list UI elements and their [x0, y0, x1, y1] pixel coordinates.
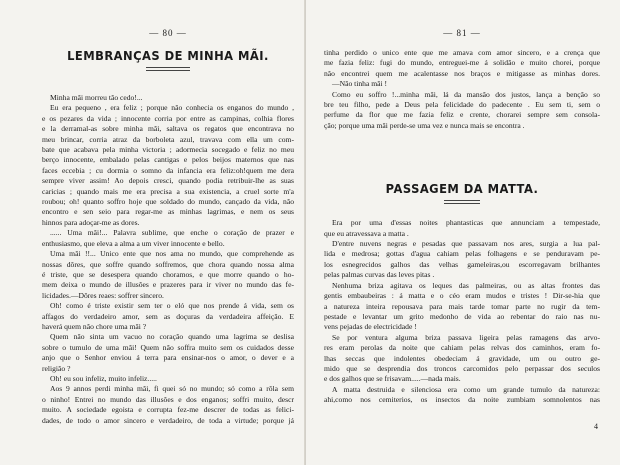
text-line: Era por uma d'essas noites phantasticas que annunciam a tempestade, — [332, 218, 600, 228]
text-line: mido que se desprendia dos troncos carcomidos pelo perpassar dos seculos — [324, 363, 600, 373]
text-line: Eu era pequeno , era feliz ; porque não conhecia os enganos do mundo , — [50, 103, 294, 113]
text-line: gentis embaubeiras : á matta e o céo eram mudos e tristes ! Dir-se-hia que — [324, 291, 600, 301]
text-line: licidades.—Dôres reaes: soffrer sincero. — [42, 290, 164, 300]
text-line: Uma mãi !!... Unico ente que nos ama no mundo, que comprehende as — [50, 249, 294, 259]
right-page-bottom-body — [324, 218, 600, 405]
text-line: sempre viver assim! Ao depois cresci, quando podia retribuir-lhe as suas — [42, 176, 294, 186]
text-line: roubou; oh! quanto soffro hoje que soldado do mundo, cançado da vida, não — [42, 197, 294, 207]
text-line: lhas seccas que indolentes obedeciam á gravidade, um ou outro ge- — [324, 353, 600, 363]
text-line: religião ? — [42, 363, 71, 373]
page-number-right: — 81 — — [443, 28, 481, 38]
title-divider — [444, 200, 480, 204]
chapter-title-left: LEMBRANÇAS DE MINHA MÃI. — [67, 48, 269, 63]
text-line: me fazia feliz: fugi do mundo, entreguei-me á solidão e muito chorei, porque — [324, 58, 600, 68]
title-divider — [146, 67, 190, 71]
text-line: dades, de todo o amor sincero e verdadeiro, de toda a virtude; porque já — [42, 415, 294, 425]
text-line: Aos 9 annos perdi minha mãi, fi quei só no mundo; só como a rôla sem — [50, 384, 294, 394]
text-line: —Não tinha mãi ! — [332, 79, 388, 89]
text-line: pestade e levantar um grito medonho de vida ao rebentar do raio nas nu- — [324, 311, 600, 321]
text-line: Oh! como é triste existir sem ter o eló que nos prende á vida, sem os — [50, 301, 294, 311]
text-line: não encontrei quem me acalentasse nos braços e mitigasse as minhas dores. — [324, 68, 600, 78]
chapter-title-right: PASSAGEM DA MATTA. — [385, 181, 539, 197]
text-line: nossas dôres, que soffre quando soffremos, que chora quando nossa alma — [42, 259, 294, 269]
text-line: res eram perolas da noite que cahiam pelas relvas dos caminhos, eram fo- — [324, 343, 600, 353]
section-spacer — [324, 131, 600, 179]
text-line: D'entre nuvens negras e pesadas que passavam nos ares, surgia a lua pal- — [332, 239, 600, 249]
text-line: bate que acabava pela minha victoria ; adormecia socegado e feliz no meu — [42, 145, 294, 155]
text-line: ahi,como nos cemiterios, os insectos da noite zumbiam somnolentos nas — [324, 395, 600, 405]
text-line: bre teu filho, pede a Deus pela felicidade do padecente . Eu sem ti, sem o — [324, 100, 600, 110]
text-line: Quem não sinta um vacuo no coração quando uma lagrima se deslisa — [50, 332, 294, 342]
text-line: enthusiasmo, que eleva a alma a um viver innocente e bello. — [42, 238, 225, 248]
text-line: mem deixa o mundo de illusões e prazeres para ir viver no mundo das fe- — [42, 280, 294, 290]
text-line: berço innocente, embalado pelas cantigas e pelos beijos maternos que nas — [42, 155, 294, 165]
right-page — [306, 0, 620, 465]
text-line: muito. A sociedade egoista e corrupta fez-me descrer de todas as felici- — [42, 405, 294, 415]
text-line: los esnegrecidos galhos das velhas gameleiras,ou escorregavam brilhantes — [324, 259, 600, 269]
text-line: A matta destruida e silenciosa era como um grande tumulo da natureza: — [332, 384, 600, 394]
text-line: lida e medrosa; gottas d'agua cahiam pelas folhagens e se penduravam pe- — [324, 249, 600, 259]
text-line: anjo que o Senhor enviou á terra para ensinar-nos o amor, o dever e a — [42, 353, 294, 363]
text-line: Nenhuma briza agitava os leques das palmeiras, ou as altas frontes das — [332, 280, 600, 290]
text-line: Minha mãi morreu tão cedo!... — [50, 93, 143, 102]
text-line: affagos do verdadeiro amor, sem as doçuras da verdadeira affeição. E — [42, 311, 294, 321]
text-line: pelas palmas curvas das leves pitas . — [324, 270, 435, 280]
page-number-left: — 80 — — [149, 28, 187, 38]
text-line: faces eccebia ; cu dormia o somno da infancia era feliz:oh!quem me dera — [42, 165, 294, 175]
text-line: o ninho! Entrei no mundo das illusões e dos enganos; soffri muito, descr — [42, 394, 294, 404]
text-line: vens pejadas de electricidade ! — [324, 322, 417, 332]
text-line: ...... Uma mãi!... Palavra sublime, que enche o coração de prazer e — [50, 228, 294, 238]
right-page-top-body — [324, 48, 600, 131]
text-line: sobre o tumulo de uma mãi! Quem não soffra muito sem os cuidados desse — [42, 342, 294, 352]
text-line: e la derramal-as sobre minha mãi, saltava os regatos que encontrava no — [42, 124, 294, 134]
text-line: Oh! eu sou infeliz, muito infeliz..... — [50, 373, 157, 383]
text-line: e dos galhos que se frisavam.....—nada mais. — [324, 374, 461, 384]
text-line: e os pezares da vida ; innocente corria por entre as campinas, colhia flores — [42, 113, 294, 123]
left-page-body — [42, 93, 294, 426]
signature-mark: 4 — [594, 422, 598, 431]
text-line: que eu atravessava a matta . — [324, 228, 409, 238]
left-page — [0, 0, 306, 465]
text-line: é triste, que se desespera quando choramos, e que morre quando o ho- — [42, 269, 294, 279]
text-line: perfume da flor que me fazia feliz e crente, chorarei sempre sem consola- — [324, 110, 600, 120]
text-line: a natureza inteira repousava para mais tarde tomar parte no rugir da tem- — [324, 301, 600, 311]
text-line: Se por ventura alguma briza passava ligeira pelas ramagens das arvo- — [332, 332, 600, 342]
text-line: ção; porque uma mãi perde-se uma vez e nunca mais se encontra . — [324, 120, 525, 130]
text-line: encontro e sen seio para regar-me as minhas lagrimas, e nem os seus — [42, 207, 294, 217]
text-line: Como eu soffro !...minha mãi, lá da mansão dos justos, lança a benção so — [332, 89, 600, 99]
text-line: meu brincar, corria atraz da borboleta azul, travava com ella um com- — [42, 134, 294, 144]
text-line: tinha perdido o unico ente que me amava com amor sincero, e a crença que — [324, 48, 600, 57]
text-line: haverá quem não chore uma mãi ? — [42, 321, 147, 331]
text-line: hinnos para adoçar-me as dores. — [42, 217, 140, 227]
text-line: caricias ; quando mais me era precisa a sua existencia, a cruel sorte m'a — [42, 186, 294, 196]
